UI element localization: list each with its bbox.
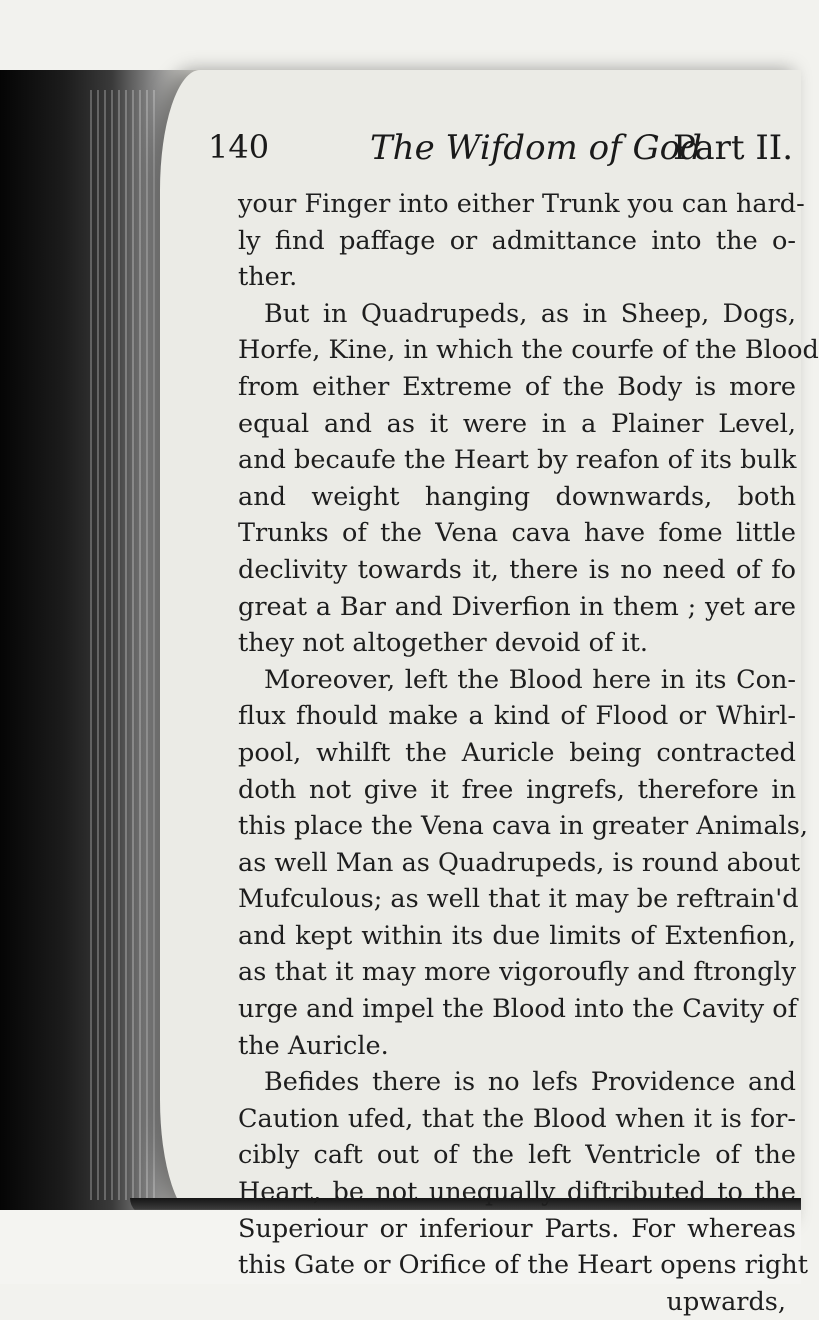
text-line: this place the Vena cava in greater Animals, (238, 811, 808, 842)
text-line: great a Bar and Diverfion in them ; yet are (238, 591, 796, 622)
text-line: cibly caft out of the left Ventricle of the (238, 1140, 796, 1171)
text-line: Trunks of the Vena cava have fome little (238, 518, 796, 549)
text-line: Horfe, Kine, in which the courfe of the Blood (238, 335, 819, 366)
text-line: ly find paffage or admittance into the o- (238, 225, 796, 256)
text-line: your Finger into either Trunk you can hard- (238, 189, 805, 219)
text-line: flux fhould make a kind of Flood or Whirl- (238, 701, 796, 732)
text-line: But in Quadrupeds, as in Sheep, Dogs, (264, 298, 796, 329)
text-line: Caution ufed, that the Blood when it is for- (238, 1103, 796, 1134)
catchword: upwards, (666, 1286, 786, 1317)
text-line: Mufculous; as well that it may be reftrain'd (238, 884, 799, 915)
text-line: as well Man as Quadrupeds, is round about (238, 847, 801, 878)
running-head (208, 128, 793, 172)
text-line: Moreover, left the Blood here in its Con- (264, 664, 796, 695)
text-line: and weight hanging downwards, both (238, 481, 796, 512)
body-text (238, 186, 819, 1320)
text-line: the Auricle. (238, 1030, 389, 1061)
running-title: The Wifdom of God (370, 128, 702, 168)
text-line: Befides there is no lefs Providence and (264, 1067, 796, 1098)
page-number: 140 (208, 128, 270, 166)
text-line: pool, whilft the Auricle being contracted (238, 737, 796, 768)
text-line: they not altogether devoid of it. (238, 628, 648, 659)
part-label: Part II. (672, 128, 793, 168)
text-line: this Gate or Orifice of the Heart opens right (238, 1250, 808, 1281)
text-line: equal and as it were in a Plainer Level, (238, 408, 796, 439)
text-line: doth not give it free ingrefs, therefore in (238, 774, 796, 805)
text-line: Superiour or inferiour Parts. For whereas (238, 1213, 796, 1244)
text-line: Heart, be not unequally diftributed to the (238, 1177, 796, 1208)
text-line: from either Extreme of the Body is more (238, 371, 796, 402)
page-edges (90, 90, 160, 1200)
text-line: declivity towards it, there is no need of fo (238, 554, 796, 585)
text-line: and kept within its due limits of Extenfion, (238, 920, 796, 951)
text-line: ther. (238, 262, 298, 293)
text-line: urge and impel the Blood into the Cavity of (238, 994, 798, 1025)
text-line: and becaufe the Heart by reafon of its bulk (238, 445, 797, 476)
text-line: as that it may more vigoroufly and ftrongly (238, 957, 796, 988)
